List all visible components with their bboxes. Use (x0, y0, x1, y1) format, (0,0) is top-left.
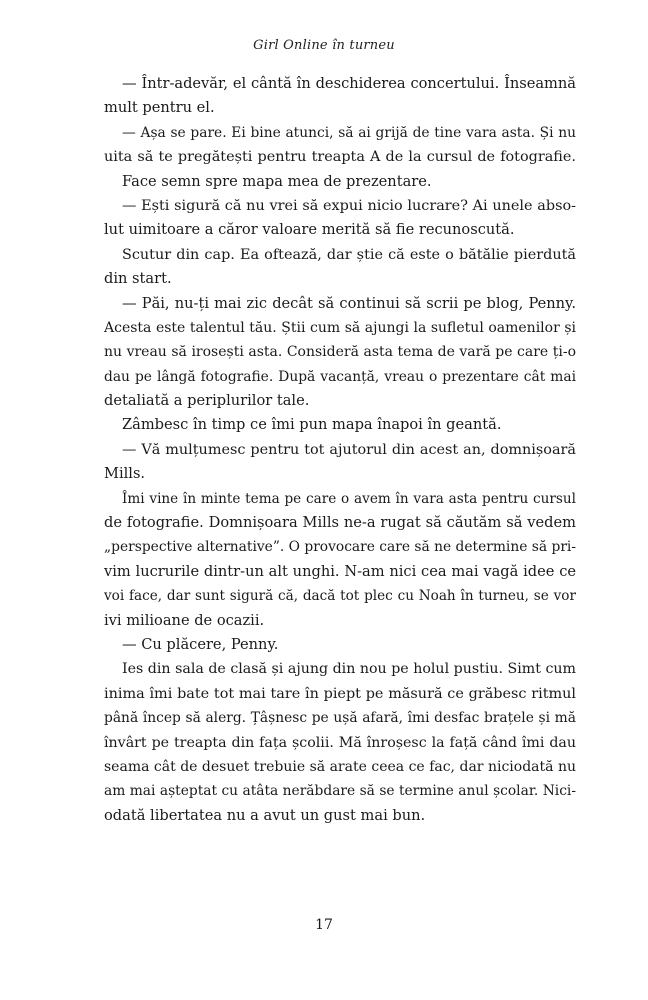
text-line: lut uimitoare a căror valoare merită să fie recunoscută. (104, 221, 515, 239)
text-line: am mai așteptat cu atâta nerăbdare să se termine anul școlar. Nici- (104, 783, 576, 800)
text-line: detaliată a periplurilor tale. (104, 392, 310, 410)
text-line: odată libertatea nu a avut un gust mai bun. (104, 806, 426, 824)
text-line: din start. (104, 270, 172, 288)
text-line: Face semn spre mapa mea de prezentare. (122, 172, 432, 190)
text-line: „perspective alternative”. O provocare care să ne determine să pri- (104, 539, 576, 556)
text-line: Îmi vine în minte tema pe care o avem în vara asta pentru cursul (122, 490, 576, 507)
running-head: Girl Online în turneu (253, 38, 395, 53)
text-line: până încep să alerg. Țâșnesc pe ușă afară, îmi desfac brațele și mă (104, 710, 576, 727)
text-line: de fotografie. Domnișoara Mills ne-a rugat să căutăm să vedem (104, 514, 576, 532)
page-number: 17 (315, 917, 333, 933)
text-line: seama cât de desuet trebuie să arate ceea ce fac, dar niciodată nu (104, 758, 576, 775)
text-line: — Ești sigură că nu vrei să expui nicio lucrare? Ai unele abso- (122, 197, 576, 214)
text-line: — Cu plăcere, Penny. (122, 635, 279, 653)
text-line: Ies din sala de clasă și ajung din nou pe holul pustiu. Simt cum (122, 661, 576, 678)
text-line: mult pentru el. (104, 99, 215, 117)
text-line: vim lucrurile dintr-un alt unghi. N-am nici cea mai vagă idee ce (104, 562, 576, 580)
text-line: — Vă mulțumesc pentru tot ajutorul din acest an, domnișoară (122, 441, 576, 458)
text-line: învârt pe treapta din fața școlii. Mă înroșesc la față când îmi dau (104, 734, 576, 751)
text-line: — Păi, nu-ți mai zic decât să continui să scrii pe blog, Penny. (122, 294, 576, 312)
text-line: — Așa se pare. Ei bine atunci, să ai grijă de tine vara asta. Și nu (122, 124, 576, 141)
text-line: nu vreau să irosești asta. Consideră asta tema de vară pe care ți-o (104, 344, 576, 361)
text-line: Zâmbesc în timp ce îmi pun mapa înapoi în geantă. (122, 416, 502, 434)
text-line: voi face, dar sunt sigură că, dacă tot plec cu Noah în turneu, se vor (104, 588, 576, 605)
text-line: ivi milioane de ocazii. (104, 611, 265, 629)
text-line: dau pe lângă fotografie. După vacanță, vreau o prezentare cât mai (104, 368, 576, 385)
text-line: Acesta este talentul tău. Știi cum să ajungi la sufletul oamenilor și (104, 319, 576, 336)
text-line: Mills. (104, 465, 146, 483)
text-line: — Într-adevăr, el cântă în deschiderea concertului. Înseamnă (122, 75, 576, 92)
text-line: Scutur din cap. Ea oftează, dar știe că este o bătălie pierdută (122, 246, 576, 263)
text-line: uita să te pregătești pentru treapta A de la cursul de fotografie. (104, 149, 576, 166)
body-text (104, 72, 576, 828)
text-line: inima îmi bate tot mai tare în piept pe măsură ce grăbesc ritmul (104, 685, 576, 702)
